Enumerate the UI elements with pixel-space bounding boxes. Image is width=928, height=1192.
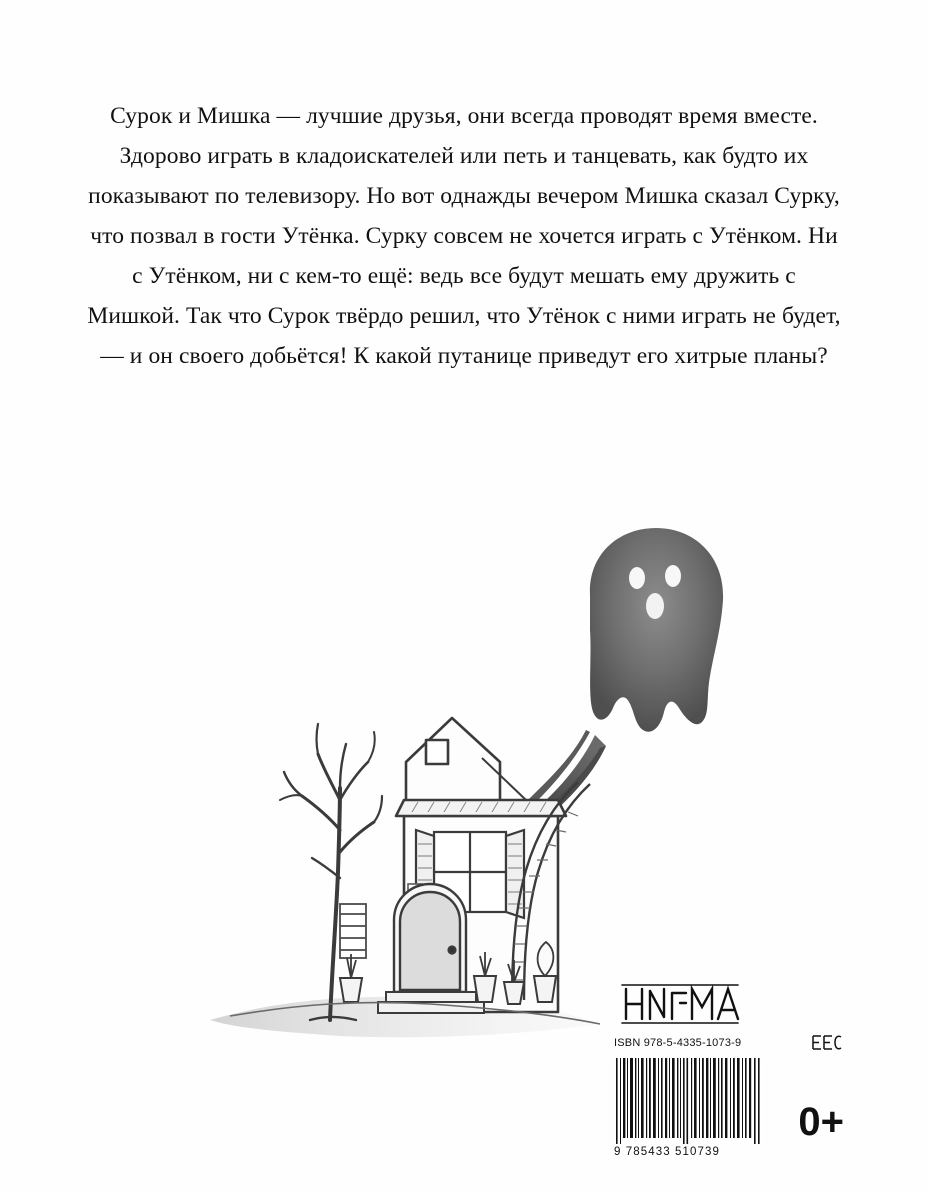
barcode <box>614 1058 762 1158</box>
isbn-text: ISBN 978-5-4335-1073-9 <box>614 1036 742 1049</box>
barcode-bars <box>614 1058 762 1144</box>
ghost-shape-icon <box>590 528 723 732</box>
blurb-text <box>84 96 844 376</box>
barcode-digits: 9 785433 510739 <box>614 1146 721 1158</box>
nigma-publisher-logo <box>618 979 742 1025</box>
house-door <box>394 884 466 992</box>
blurb-paragraph: Сурок и Мишка — лучшие друзья, они всегда проводят время вместе. Здорово играть в кладоискателей или петь и танцевать, как будто их показывают по телевизору. Но вот однажды вечером Мишка сказал Сурку, что позвал в гости Утёнка. Сурку совсем не хочется играть с Утёнком. Ни с Утёнком, ни с кем-то ещё: ведь все будут мешать ему дружить с Мишкой. Так что Сурок твёрдо решил, что Утёнок с ними играть не будет, — и он своего добьётся! К какой путанице приведут его хитрые планы? <box>87 103 841 369</box>
bare-tree <box>280 724 382 1020</box>
wall-shutter-left <box>340 904 366 958</box>
age-rating-badge: 0+ <box>798 1100 844 1144</box>
imprint-block <box>614 979 844 1158</box>
isbn-row <box>614 1034 844 1051</box>
eac-mark-icon <box>810 1034 844 1051</box>
